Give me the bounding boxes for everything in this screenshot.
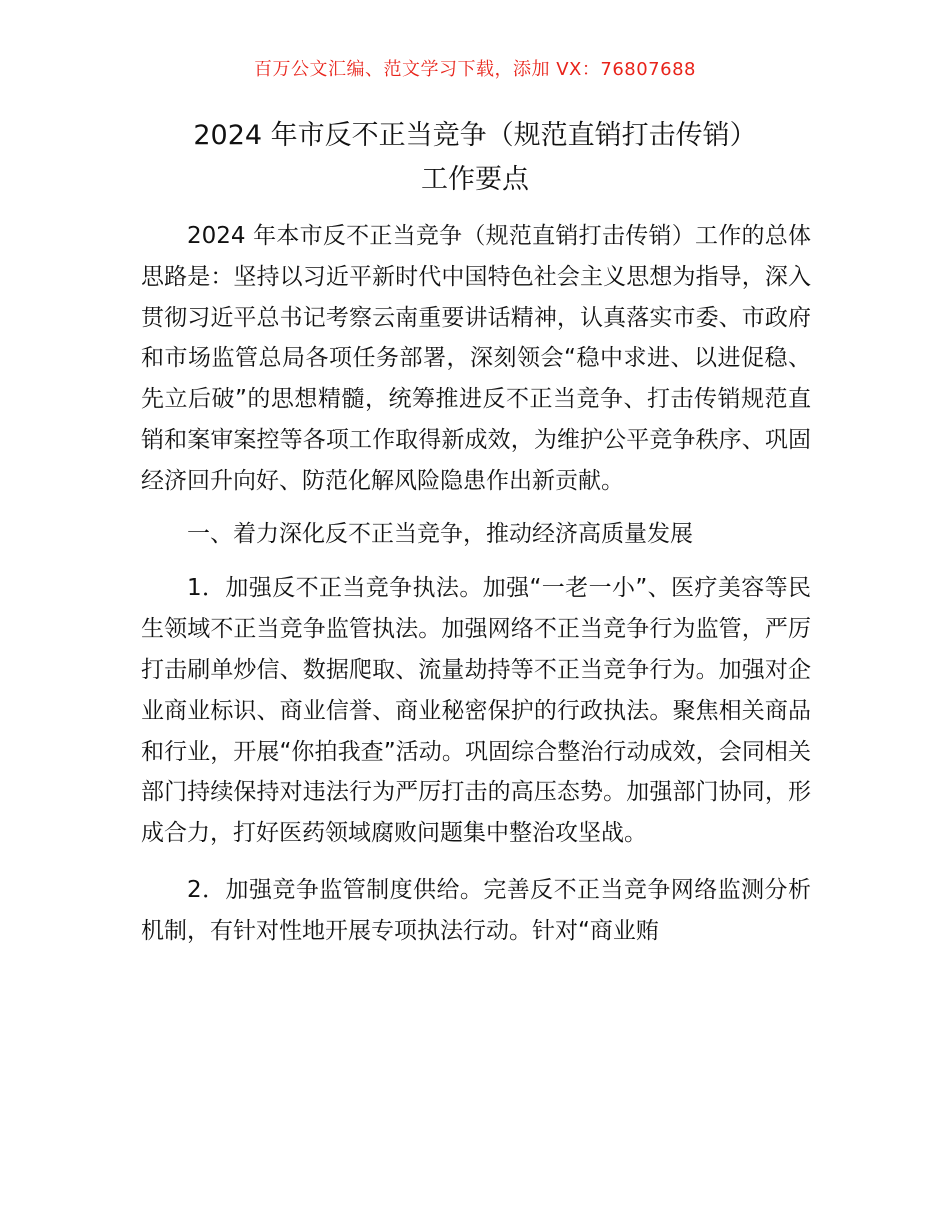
title-line-1: 2024 年市反不正当竞争（规范直销打击传销） <box>193 120 757 151</box>
watermark-header: 百万公文汇编、范文学习下载，添加 VX：76807688 <box>254 59 696 80</box>
intro-paragraph: 2024 年本市反不正当竞争（规范直销打击传销）工作的总体思路是：坚持以习近平新时代中国特色社会主义思想为指导，深入贯彻习近平总书记考察云南重要讲话精神，认真落实市委、市政府和市场监管总局各项任务部署，深刻领会“稳中求进、以进促稳、先立后破”的思想精髓，统筹推进反不正当竞争、打击传销规范直销和案审案控等各项工作取得新成效，为维护公平竞争秩序、巩固经济回升向好、防范化解风险隐患作出新贡献。 <box>141 223 811 494</box>
title-line-2: 工作要点 <box>421 164 529 195</box>
item-paragraph-2: 2．加强竞争监管制度供给。完善反不正当竞争网络监测分析机制，有针对性地开展专项执法行动。针对“商业贿 <box>141 876 811 944</box>
document-title <box>130 114 820 202</box>
item-paragraph-1: 1．加强反不正当竞争执法。加强“一老一小”、医疗美容等民生领域不正当竞争监管执法。加强网络不正当竞争行为监管，严厉打击刷单炒信、数据爬取、流量劫持等不正当竞争行为。加强对企业商业标识、商业信誉、商业秘密保护的行政执法。聚焦相关商品和行业，开展“你拍我查”活动。巩固综合整治行动成效，会同相关部门持续保持对违法行为严厉打击的高压态势。加强部门协同，形成合力，打好医药领域腐败问题集中整治攻坚战。 <box>141 575 811 847</box>
section-heading: 一、着力深化反不正当竞争，推动经济高质量发展 <box>187 520 693 547</box>
document-body <box>141 216 811 952</box>
